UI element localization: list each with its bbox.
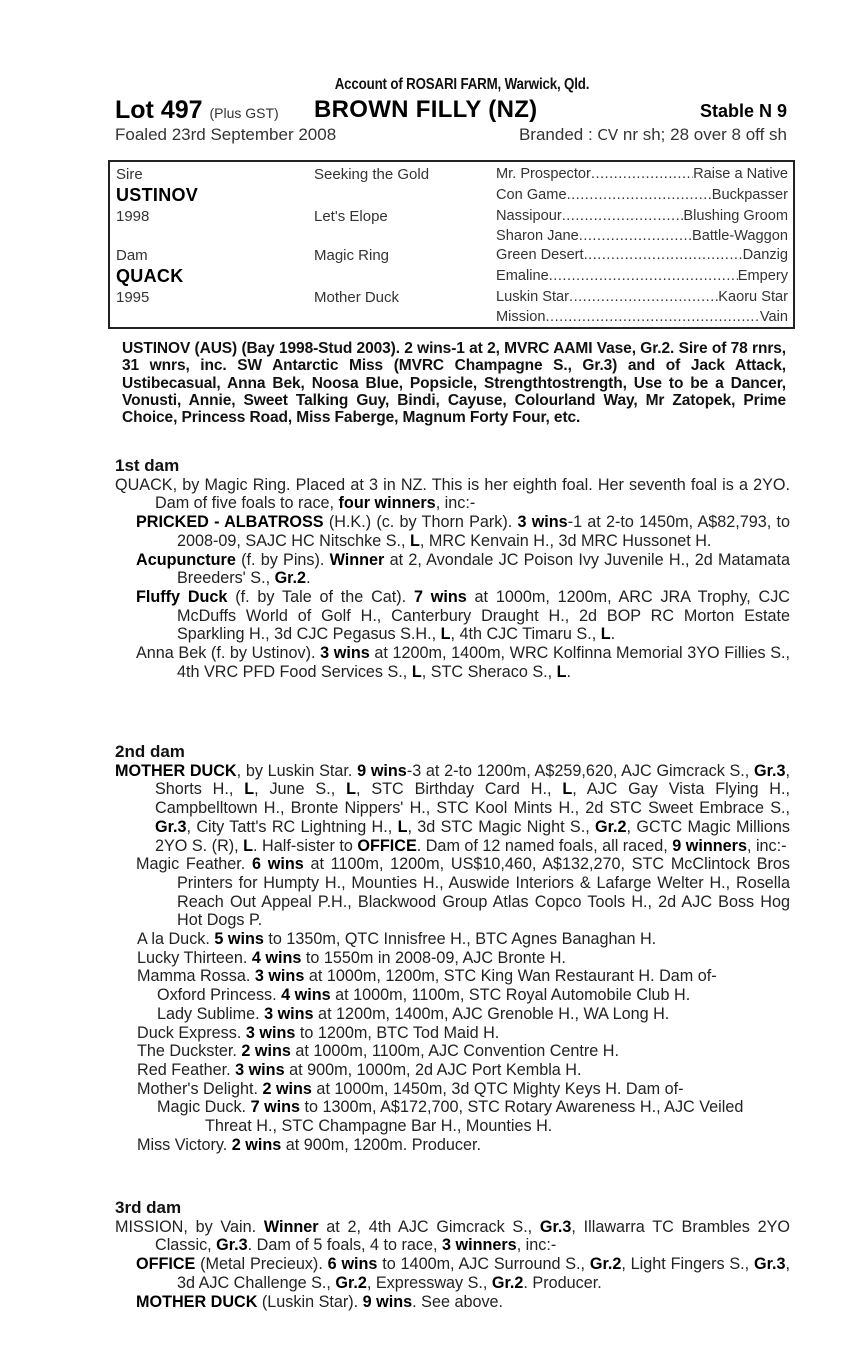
race-grade: Gr.3 [216, 1236, 248, 1255]
wins: 3 wins [254, 967, 305, 986]
text: , Expressway S., [366, 1273, 492, 1292]
progeny-entry [115, 513, 790, 550]
brand-info [519, 125, 787, 145]
sire-name: USTINOV [116, 185, 199, 205]
race-grade: Gr.3 [754, 1255, 786, 1274]
progeny-entry [115, 1293, 790, 1312]
race-grade: L [562, 780, 573, 799]
ggp-left: Emaline [496, 268, 549, 284]
wins: 7 wins [250, 1098, 301, 1117]
text: at 2, Avondale JC Poison Ivy Juvenile H., 2d Matamata Breeders' S., [177, 550, 791, 588]
text: at 1000m, 1100m, STC Royal Automobile Club H. [330, 986, 691, 1005]
branded-label: Branded : [518, 125, 598, 144]
stable-number: Stable N 9 [699, 101, 787, 121]
great-grandparent-row [496, 166, 788, 182]
progeny-name: Lucky Thirteen. [137, 948, 252, 967]
text: to 1350m, QTC Innisfree H., BTC Agnes Banaghan H. [263, 930, 657, 949]
lot-title-row [115, 96, 797, 124]
text: to 1200m, BTC Tod Maid H. [295, 1023, 500, 1042]
horse-title: BROWN FILLY (NZ) [314, 96, 538, 123]
wins: 2 wins [231, 1135, 282, 1154]
half-sister-name: OFFICE [357, 836, 417, 855]
wins: 3 wins [320, 644, 370, 663]
dam-year: 1995 [116, 289, 150, 306]
text: . [610, 625, 616, 644]
text: , Illawarra TC Brambles 2YO Classic, [155, 1217, 791, 1255]
progeny-entry [115, 1136, 790, 1155]
text: at 1100m, 1200m, US$10,460, A$132,270, STC McClintock Bros Printers for Humpty H., Mounties H., Auswide Interiors & Lafarge Welter H., Rosella Reach Out Appeal P.H., Blackwood Group Atlas Copco Tools H., 2d AJC Boss Hog Hot Dogs P. [177, 855, 790, 930]
text: , inc:- [435, 494, 476, 513]
text: , MRC Kenvain H., 3d MRC Hussonet H. [419, 531, 712, 550]
text: , 4th CJC Timaru S., [450, 625, 601, 644]
wins: 6 wins [327, 1255, 378, 1274]
wins: 5 wins [214, 930, 264, 949]
great-grandparent-row [496, 208, 788, 224]
race-grade: Gr.2 [595, 817, 627, 836]
progeny-name: OFFICE [136, 1255, 196, 1274]
race-grade: L [411, 662, 422, 681]
race-grade: Gr.3 [155, 817, 187, 836]
race-grade: Gr.2 [589, 1255, 622, 1274]
progeny-entry [115, 855, 790, 930]
dam-description [115, 1218, 790, 1255]
progeny-name: Red Feather. [137, 1060, 236, 1079]
winners-count: 3 winners [442, 1236, 517, 1255]
text: QUACK, by Magic Ring. Placed at 3 in NZ. This is her eighth foal. Her seventh foal is a 2YO. Dam of five foals to race, [115, 475, 790, 513]
text: , by Luskin Star. [236, 761, 358, 780]
progeny-name: Miss Victory. [137, 1135, 232, 1154]
dam-dam: Mother Duck [314, 289, 400, 306]
progeny-entry [115, 967, 790, 986]
text: (H.K.) (c. by Thorn Park). [323, 513, 518, 532]
text: (f. by Pins). [235, 550, 330, 569]
wins: 4 wins [251, 948, 302, 967]
text: , 3d STC Magic Night S., [407, 817, 596, 836]
progeny-entry [115, 644, 790, 681]
text: . [566, 662, 572, 681]
progeny-entry [115, 551, 790, 588]
ggp-right: Buckpasser [711, 187, 788, 203]
wins: 3 wins [264, 1004, 314, 1023]
progeny-entry [115, 930, 790, 949]
section-heading: 1st dam [115, 456, 180, 475]
great-grandparent-row [496, 228, 788, 244]
wins: 9 wins [362, 1292, 413, 1311]
progeny-name: Duck Express. [137, 1023, 246, 1042]
text: to 1550m in 2008-09, AJC Bronte H. [301, 948, 566, 967]
text: (f. by Tale of the Cat). [227, 587, 414, 606]
leader-dots [549, 268, 738, 284]
text: , 3d AJC Challenge S., [177, 1255, 790, 1292]
leader-dots [569, 289, 718, 305]
text: , STC Sheraco S., [421, 662, 557, 681]
foaled-date: Foaled 23rd September 2008 [115, 125, 337, 144]
progeny-entry [115, 1024, 790, 1043]
text: to 1400m, AJC Surround S., [377, 1255, 590, 1274]
ggp-left: Con Game [496, 187, 567, 203]
text: , Shorts H., [155, 761, 790, 799]
race-grade: L [243, 836, 254, 855]
text: at 1000m, 1200m, STC King Wan Restaurant H. Dam of- [304, 967, 717, 986]
wins: 6 wins [252, 855, 304, 874]
dam-sire: Magic Ring [314, 247, 390, 264]
leader-dots [562, 208, 684, 224]
text: at 1200m, 1400m, AJC Grenoble H., WA Long H. [313, 1004, 670, 1023]
text: , inc:- [516, 1236, 557, 1255]
ggp-left: Sharon Jane [496, 228, 579, 244]
text: (Metal Precieux). [195, 1255, 328, 1274]
leader-dots [584, 247, 743, 263]
great-grandparent-row [496, 247, 788, 263]
race-grade: L [600, 625, 611, 644]
race-grade: L [556, 662, 567, 681]
third-dam-section [115, 1199, 790, 1311]
section-heading: 3rd dam [115, 1198, 182, 1217]
ggp-right: Kaoru Star [718, 289, 788, 305]
progeny-name: MOTHER DUCK [136, 1292, 258, 1311]
great-grandparent-row [496, 268, 788, 284]
catalogue-page [115, 76, 797, 146]
race-grade: L [244, 780, 255, 799]
leader-dots [567, 187, 712, 203]
grand-progeny-entry [115, 1098, 790, 1135]
ggp-left: Luskin Star [496, 289, 570, 305]
wins: 3 wins [235, 1060, 285, 1079]
text: . See above. [412, 1292, 504, 1311]
text: (f. by Ustinov). [206, 644, 321, 663]
wins: Winner [263, 1217, 319, 1236]
winners-count: 9 winners [672, 836, 747, 855]
text: at 1200m, 1400m, WRC Kolfinna Memorial 3YO Fillies S., 4th VRC PFD Food Services S., [177, 644, 791, 681]
leader-dots [545, 309, 759, 325]
leader-dots [579, 228, 692, 244]
text: , June S., [254, 780, 347, 799]
foaling-brand-row [115, 124, 797, 146]
gst-note: (Plus GST) [209, 105, 279, 121]
progeny-name: Lady Sublime. [157, 1004, 265, 1023]
progeny-entry [115, 1255, 790, 1292]
progeny-entry [115, 1080, 790, 1099]
text: to 1300m, A$172,700, STC Rotary Awareness H., AJC Veiled Threat H., STC Champagne Bar H., Mounties H. [205, 1098, 744, 1136]
race-grade: L [397, 817, 408, 836]
grand-progeny-entry [115, 1005, 790, 1024]
text: at 900m, 1200m. Producer. [281, 1135, 481, 1154]
text: at 2, 4th AJC Gimcrack S., [318, 1217, 540, 1236]
vendor-account: Account of ROSARI FARM, Warwick, Qld. [334, 76, 590, 93]
winners-count: four winners [338, 494, 436, 513]
dam-name: QUACK [116, 266, 184, 286]
text: . Dam of 12 named foals, all raced, [416, 836, 673, 855]
sire-year: 1998 [116, 208, 150, 225]
race-grade: Gr.2 [491, 1273, 524, 1292]
ggp-right: Empery [737, 268, 788, 284]
dam-description [115, 476, 790, 513]
sire-sire: Seeking the Gold [314, 166, 430, 183]
text: , AJC Gay Vista Flying H., Campbelltown H., Bronte Nippers' H., STC Kool Mints H., 2d STC Sweet Embrace S., [155, 780, 790, 818]
progeny-name: Mamma Rossa. [137, 967, 255, 986]
pedigree-table [108, 160, 795, 329]
progeny-entry [115, 1061, 790, 1080]
brand-details: nr sh; 28 over 8 off sh [618, 125, 787, 144]
second-dam-section [115, 743, 790, 1154]
brand-mark-icon: CV [597, 126, 619, 144]
ggp-right: Battle-Waggon [692, 228, 788, 244]
text: at 1000m, 1200m, ARC JRA Trophy, CJC McDuffs World of Golf H., Canterbury Draught H., 2d BOP RC Morton Estate Sparkling H., 3d CJC Pegasus S.H., [177, 587, 790, 644]
text: -3 at 2-to 1200m, A$259,620, AJC Gimcrack S., [406, 761, 754, 780]
text: MISSION, by Vain. [115, 1217, 264, 1236]
race-grade: Gr.3 [539, 1217, 572, 1236]
text: at 1000m, 1450m, 3d QTC Mighty Keys H. Dam of- [311, 1079, 684, 1098]
text: -1 at 2-to 1450m, A$82,793, to 2008-09, SAJC HC Nitschke S., [177, 513, 791, 550]
progeny-name: Magic Feather. [136, 855, 253, 874]
sire-summary: USTINOV (AUS) (Bay 1998-Stud 2003). 2 wins-1 at 2, MVRC AAMI Vase, Gr.2. Sire of 78 rnrs, 31 wnrs, inc. SW Antarctic Miss (MVRC Champagne S., Gr.3) and of Jack Attack, Ustibecasual, Anna Bek, Noosa Blue, Popsicle, Strengthtostrength, Use to be a Dancer, Vonusti, Annie, Sweet Talking Guy, Bindi, Cayuse, Colourland Way, Mr Zatopek, Prime Choice, Princess Road, Miss Faberge, Magnum Forty Four, etc. [122, 340, 786, 427]
ggp-right: Blushing Groom [683, 208, 788, 224]
text: at 900m, 1000m, 2d AJC Port Kembla H. [284, 1060, 582, 1079]
text: , inc:- [746, 836, 787, 855]
grand-progeny-entry [115, 986, 790, 1005]
great-grandparent-row [496, 289, 788, 305]
text: . Dam of 5 foals, 4 to race, [247, 1236, 443, 1255]
ggp-left: Mr. Prospector [496, 166, 591, 182]
lot-label: Lot 497 [115, 96, 203, 124]
wins: 7 wins [413, 587, 467, 606]
progeny-name: Oxford Princess. [157, 986, 282, 1005]
wins: 3 wins [245, 1023, 296, 1042]
progeny-name: A la Duck. [137, 930, 215, 949]
text: . Half-sister to [253, 836, 358, 855]
text: at 1000m, 1100m, AJC Convention Centre H. [290, 1042, 619, 1061]
wins: 3 wins [517, 513, 568, 532]
ggp-right: Vain [759, 309, 788, 325]
text: . Producer. [523, 1273, 602, 1292]
progeny-name: Mother's Delight. [137, 1079, 263, 1098]
leader-dots [591, 166, 693, 182]
dam-description [115, 762, 790, 856]
wins: 4 wins [281, 986, 331, 1005]
progeny-name: Acupuncture [136, 550, 236, 569]
ggp-left: Green Desert [496, 247, 584, 263]
text: , Light Fingers S., [621, 1255, 754, 1274]
progeny-entry [115, 1042, 790, 1061]
race-grade: Gr.2 [335, 1273, 367, 1292]
progeny-name: The Duckster. [137, 1042, 242, 1061]
text: , STC Birthday Card H., [355, 780, 563, 799]
lot-number [115, 96, 279, 125]
great-grandparent-row [496, 187, 788, 203]
race-grade: L [410, 531, 420, 550]
dam-name: MOTHER DUCK [115, 761, 237, 780]
progeny-name: Magic Duck. [157, 1098, 251, 1117]
race-grade: Gr.2 [274, 569, 307, 588]
ggp-right: Raise a Native [693, 166, 788, 182]
race-grade: L [346, 780, 356, 799]
progeny-name: Anna Bek [136, 644, 207, 663]
great-grandparent-row [496, 309, 788, 325]
first-dam-section [115, 457, 790, 681]
sire-label: Sire [116, 166, 143, 183]
dam-label: Dam [116, 247, 148, 264]
progeny-entry [115, 588, 790, 644]
wins: 2 wins [262, 1079, 312, 1098]
race-grade: Gr.3 [754, 761, 786, 780]
text: , GCTC Magic Millions 2YO S. (R), [155, 817, 791, 855]
ggp-left: Nassipour [496, 208, 562, 224]
progeny-name: Fluffy Duck [136, 587, 228, 606]
section-heading: 2nd dam [115, 742, 185, 761]
text: (Luskin Star). [257, 1292, 363, 1311]
ggp-left: Mission [496, 309, 546, 325]
text: . [306, 569, 311, 588]
ggp-right: Danzig [742, 247, 788, 263]
text: , City Tatt's RC Lightning H., [186, 817, 398, 836]
wins: 9 wins [357, 761, 407, 780]
sire-dam: Let's Elope [314, 208, 388, 225]
wins: 2 wins [241, 1042, 291, 1061]
progeny-entry [115, 949, 790, 968]
race-grade: L [440, 625, 451, 644]
wins: Winner [329, 550, 385, 569]
progeny-name: PRICKED - ALBATROSS [136, 513, 324, 532]
